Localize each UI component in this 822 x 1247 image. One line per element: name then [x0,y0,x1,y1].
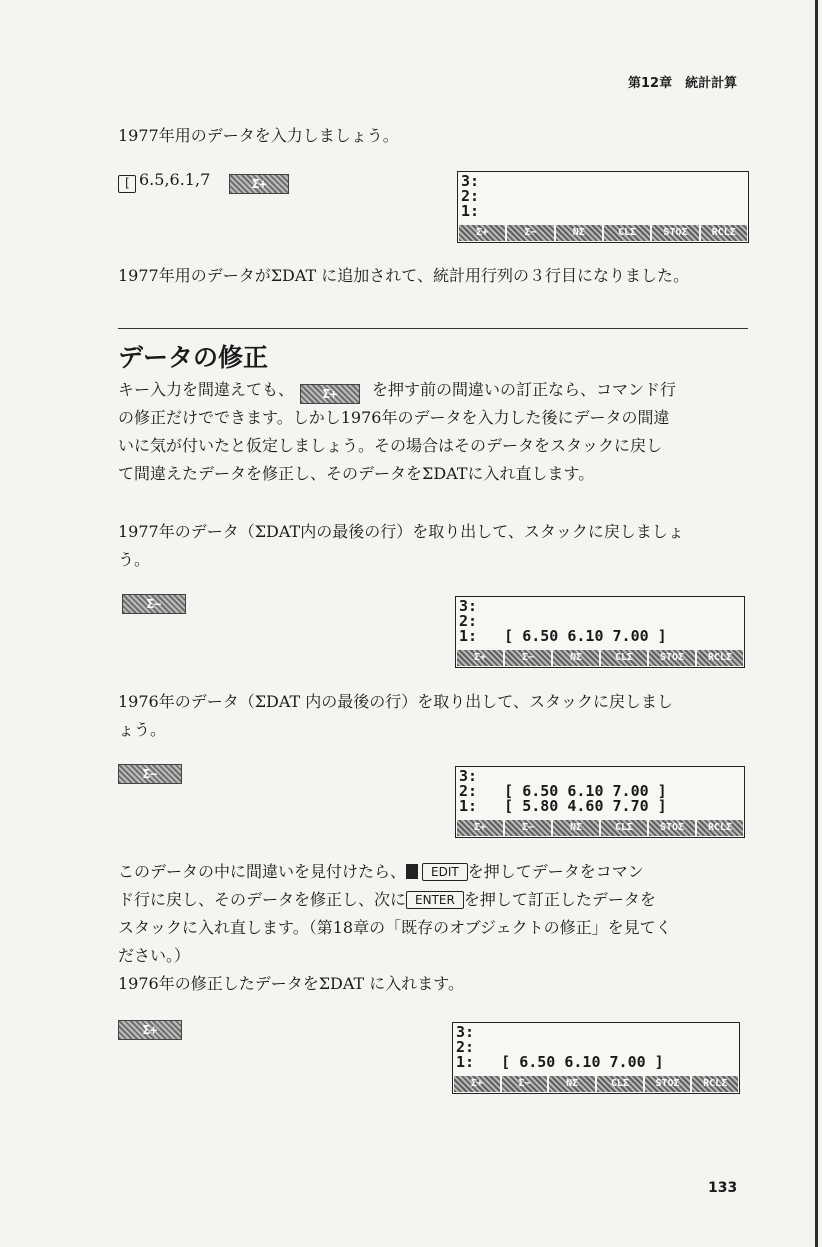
sigma-plus-softkey: Σ+ [300,384,360,404]
step3-line-1: 1976年のデータ（ΣDAT 内の最後の行）を取り出して、スタックに戻しまし [118,692,673,711]
step3-line-2: ょう。 [118,720,167,739]
keystroke-line-1 [118,166,289,194]
stack-level-2: 2: [461,187,480,205]
calculator-screen-2 [455,596,745,668]
calculator-screen-3 [455,766,745,838]
softkey-menu: Σ+ Σ− NΣ CLΣ STOΣ RCLΣ [456,649,744,667]
softkey-menu [458,224,748,242]
para-line-1: キー入力を間違えても、 Σ+ を押す前の間違いの訂正なら、コマンド行 [118,376,676,404]
menu-rcl-sigma: RCLΣ [701,225,747,241]
menu-sigma-minus: Σ− [507,225,553,241]
menu-sigma-plus: Σ+ [459,225,505,241]
softkey-menu: Σ+ Σ− NΣ CLΣ STOΣ RCLΣ [456,819,744,837]
stack-level-2: 2: [456,1038,475,1056]
menu-n-sigma: NΣ [556,225,602,241]
sigma-minus-softkey: Σ− [122,594,186,614]
page-number: 133 [708,1180,738,1196]
stack-level-2: 2: [459,612,478,630]
intro-text: 1977年用のデータを入力しましょう。 [118,126,399,145]
stack-level-1: 1: [ 6.50 6.10 7.00 ] [459,627,667,645]
step4-line-3: スタックに入れ直します。（第18章の「既存のオブジェクトの修正」を見てく [118,918,672,937]
enter-key: ENTER [406,891,464,909]
running-header: 第12章 統計計算 [628,76,738,91]
edit-key: EDIT [422,863,468,881]
sigma-plus-softkey: Σ+ [229,174,289,194]
stack-level-1: 1: [ 5.80 4.60 7.70 ] [459,797,667,815]
step4-line-1: このデータの中に間違いを見付けたら、 EDIT を押してデータをコマン [118,862,644,881]
stack-level-3: 3: [459,767,478,785]
step5-line: 1976年の修正したデータをΣDAT に入れます。 [118,974,465,993]
shift-key-icon [406,864,418,879]
step2-line-2: う。 [118,550,151,569]
result-text-1: 1977年用のデータがΣDAT に追加されて、統計用行列の３行目になりました。 [118,266,689,285]
sigma-plus-softkey: Σ+ [118,1020,182,1040]
para-line-3: いに気が付いたと仮定しましょう。その場合はそのデータをスタックに戻し [118,436,663,455]
section-rule [118,328,748,329]
stack-level-1: 1: [ 6.50 6.10 7.00 ] [456,1053,664,1071]
section-title: データの修正 [118,343,269,372]
calculator-screen-4 [452,1022,740,1094]
page-edge-rule [815,0,818,1247]
step2-line-1: 1977年のデータ（ΣDAT内の最後の行）を取り出して、スタックに戻しましょ [118,522,684,541]
softkey-menu: Σ+ Σ− NΣ CLΣ STOΣ RCLΣ [453,1075,739,1093]
stack-level-3: 3: [456,1023,475,1041]
stack-level-3: 3: [461,172,480,190]
sigma-minus-softkey: Σ− [118,764,182,784]
step4-line-4: ださい。） [118,946,191,965]
para-line-2: の修正だけでできます。しかし1976年のデータを入力した後にデータの間違 [118,408,670,427]
stack-level-3: 3: [459,597,478,615]
menu-cl-sigma: CLΣ [604,225,650,241]
calculator-screen-1 [457,171,749,243]
stack-level-1: 1: [461,202,480,220]
stack-level-2: 2: [ 6.50 6.10 7.00 ] [459,782,667,800]
step4-line-2: ド行に戻し、そのデータを修正し、次に ENTER を押して訂正したデータを [118,890,656,909]
keystroke-text: 6.5,6.1,7 [139,170,211,189]
para-line-4: て間違えたデータを修正し、そのデータをΣDATに入れ直します。 [118,464,595,483]
bracket-key: [ [118,175,136,193]
menu-sto-sigma: STOΣ [652,225,698,241]
